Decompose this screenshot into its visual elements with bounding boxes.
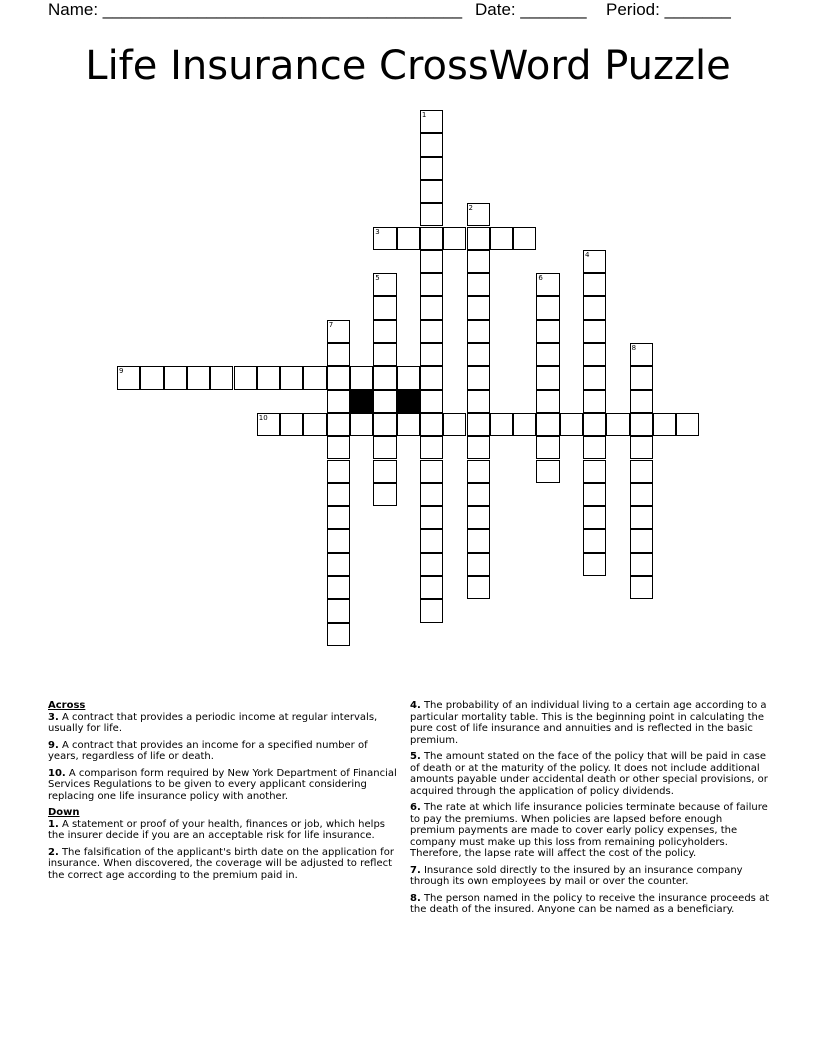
grid-cell[interactable] xyxy=(327,320,350,343)
grid-cell[interactable] xyxy=(420,599,443,622)
grid-cell[interactable] xyxy=(536,273,559,296)
grid-cell[interactable] xyxy=(560,413,583,436)
grid-cell[interactable] xyxy=(467,483,490,506)
grid-cell[interactable] xyxy=(420,436,443,459)
grid-cell[interactable] xyxy=(467,436,490,459)
clue-text: The amount stated on the face of the policy that will be paid in case of death or at the maturity of the policy. It does not include additional amounts payable under accidental death or other special provisions, or acquired through the application of policy dividends. xyxy=(410,751,768,797)
grid-cell[interactable] xyxy=(536,366,559,389)
grid-cell[interactable] xyxy=(164,366,187,389)
grid-cell[interactable] xyxy=(467,227,490,250)
grid-cell[interactable] xyxy=(420,273,443,296)
grid-cell[interactable] xyxy=(350,413,373,436)
grid-cell[interactable] xyxy=(630,553,653,576)
across-clue xyxy=(48,740,400,763)
grid-cell[interactable] xyxy=(420,180,443,203)
down-clue-list xyxy=(48,819,400,882)
clue-text: A contract that provides a periodic income at regular intervals, usually for life. xyxy=(48,711,378,734)
clues-right-column xyxy=(410,700,770,921)
clue-number: 10. xyxy=(48,767,66,779)
grid-cell[interactable] xyxy=(467,529,490,552)
clue-text: The person named in the policy to receive the insurance proceeds at the death of the insured. Anyone can be named as a beneficiary. xyxy=(410,892,770,915)
grid-cell[interactable] xyxy=(420,506,443,529)
grid-cell[interactable] xyxy=(467,390,490,413)
clue-number: 8. xyxy=(410,892,421,904)
clue-text: A contract that provides an income for a specified number of years, regardless of life or death. xyxy=(48,739,368,762)
grid-cell[interactable] xyxy=(467,203,490,226)
grid-cell[interactable] xyxy=(257,413,280,436)
grid-cell[interactable] xyxy=(327,460,350,483)
grid-cell[interactable] xyxy=(630,436,653,459)
grid-cell[interactable] xyxy=(373,460,396,483)
grid-cell[interactable] xyxy=(536,320,559,343)
down-clue xyxy=(410,802,770,860)
grid-cell[interactable] xyxy=(467,296,490,319)
grid-cell[interactable] xyxy=(420,553,443,576)
across-clue xyxy=(48,768,400,803)
grid-cell[interactable] xyxy=(443,227,466,250)
grid-cell[interactable] xyxy=(536,413,559,436)
clue-number: 7. xyxy=(410,864,421,876)
grid-cell[interactable] xyxy=(630,483,653,506)
grid-cell[interactable] xyxy=(397,227,420,250)
grid-cell[interactable] xyxy=(234,366,257,389)
grid-cell[interactable] xyxy=(583,483,606,506)
grid-cell[interactable] xyxy=(630,460,653,483)
grid-cell[interactable] xyxy=(327,436,350,459)
grid-cell[interactable] xyxy=(583,273,606,296)
grid-cell[interactable] xyxy=(373,227,396,250)
clue-number: 4. xyxy=(410,700,421,711)
grid-cell[interactable] xyxy=(583,320,606,343)
grid-cell[interactable] xyxy=(630,506,653,529)
grid-cell[interactable] xyxy=(420,343,443,366)
grid-cell[interactable] xyxy=(373,390,396,413)
grid-cell[interactable] xyxy=(583,413,606,436)
grid-cell[interactable] xyxy=(536,436,559,459)
grid-cell[interactable] xyxy=(490,413,513,436)
grid-cell[interactable] xyxy=(327,599,350,622)
grid-cell[interactable] xyxy=(583,343,606,366)
grid-cell[interactable] xyxy=(490,227,513,250)
grid-cell[interactable] xyxy=(420,157,443,180)
grid-cell[interactable] xyxy=(536,390,559,413)
grid-cell[interactable] xyxy=(583,529,606,552)
clue-number-label: 6 xyxy=(538,274,543,283)
grid-cell[interactable] xyxy=(327,506,350,529)
grid-cell[interactable] xyxy=(327,483,350,506)
grid-cell[interactable] xyxy=(583,390,606,413)
grid-cell[interactable] xyxy=(140,366,163,389)
down-clue xyxy=(48,847,400,882)
grid-cell[interactable] xyxy=(583,436,606,459)
grid-cell[interactable] xyxy=(397,413,420,436)
grid-cell[interactable] xyxy=(536,296,559,319)
grid-cell[interactable] xyxy=(467,273,490,296)
grid-cell[interactable] xyxy=(420,413,443,436)
down-clue xyxy=(410,893,770,916)
grid-cell[interactable] xyxy=(420,110,443,133)
grid-cell[interactable] xyxy=(630,343,653,366)
grid-cell[interactable] xyxy=(280,413,303,436)
grid-cell[interactable] xyxy=(420,576,443,599)
grid-cell[interactable] xyxy=(583,366,606,389)
grid-cell[interactable] xyxy=(420,227,443,250)
across-clue-list xyxy=(48,712,400,803)
grid-cell[interactable] xyxy=(467,343,490,366)
grid-cell[interactable] xyxy=(606,413,629,436)
grid-cell[interactable] xyxy=(420,366,443,389)
grid-cell[interactable] xyxy=(373,413,396,436)
grid-cell[interactable] xyxy=(467,413,490,436)
grid-cell[interactable] xyxy=(327,576,350,599)
grid-cell[interactable] xyxy=(373,366,396,389)
grid-cell[interactable] xyxy=(630,413,653,436)
clue-text: A comparison form required by New York Department of Financial Services Regulations to be given to every applicant considering replacing one life insurance policy with another. xyxy=(48,767,397,802)
clue-number-label: 2 xyxy=(468,204,473,213)
clue-number-label: 3 xyxy=(375,227,380,236)
grid-cell[interactable] xyxy=(653,413,676,436)
across-clue xyxy=(48,712,400,735)
grid-cell[interactable] xyxy=(536,343,559,366)
grid-cell[interactable] xyxy=(583,553,606,576)
period-field[interactable]: Period: _______ xyxy=(606,0,731,19)
grid-cell[interactable] xyxy=(420,529,443,552)
grid-cell[interactable] xyxy=(420,390,443,413)
grid-cell[interactable] xyxy=(327,366,350,389)
grid-cell[interactable] xyxy=(630,390,653,413)
grid-cell[interactable] xyxy=(630,366,653,389)
clue-number-label: 4 xyxy=(585,250,590,259)
grid-cell[interactable] xyxy=(467,576,490,599)
down-heading: Down xyxy=(48,807,80,818)
grid-cell[interactable] xyxy=(420,320,443,343)
grid-cell[interactable] xyxy=(373,273,396,296)
grid-cell[interactable] xyxy=(327,390,350,413)
clue-number: 3. xyxy=(48,711,59,723)
grid-cell[interactable] xyxy=(117,366,140,389)
grid-cell[interactable] xyxy=(420,133,443,156)
grid-cell[interactable] xyxy=(327,529,350,552)
grid-cell[interactable] xyxy=(327,553,350,576)
grid-cell[interactable] xyxy=(583,296,606,319)
clue-text: The rate at which life insurance policies terminate because of failure to pay the premiums. When policies are lapsed before enough premium payments are made to cover early policy expenses, the company must make up this loss from remaining policyholders. Therefore, the lapse rate will affect the cost of the policy. xyxy=(410,802,768,859)
page-title: Life Insurance CrossWord Puzzle xyxy=(85,43,731,89)
clue-number-label: 1 xyxy=(421,111,427,119)
clue-text: Insurance sold directly to the insured by an insurance company through its own employees by mail or over the counter. xyxy=(410,864,743,887)
grid-cell[interactable] xyxy=(467,460,490,483)
grid-cell[interactable] xyxy=(373,320,396,343)
grid-cell[interactable] xyxy=(420,203,443,226)
grid-cell[interactable] xyxy=(187,366,210,389)
down-clue xyxy=(410,751,770,797)
clue-text: The probability of an individual living to a certain age according to a particular mortality table. This is the beginning point in calculating the pure cost of life insurance and annuities and is reflected in the basic premium. xyxy=(410,700,767,746)
grid-cell[interactable] xyxy=(327,623,350,646)
grid-cell[interactable] xyxy=(467,506,490,529)
grid-cell[interactable] xyxy=(630,529,653,552)
date-field[interactable]: Date: _______ xyxy=(475,0,587,19)
grid-cell[interactable] xyxy=(536,460,559,483)
name-field[interactable]: Name: ______________________________________ xyxy=(48,0,463,19)
grid-cell[interactable] xyxy=(303,366,326,389)
down-clue xyxy=(410,700,770,746)
grid-cell[interactable] xyxy=(513,227,536,250)
clue-text: The falsification of the applicant's birth date on the application for insurance. When discovered, the coverage will be adjusted to reflect the correct age according to the premium paid in. xyxy=(48,846,394,881)
grid-cell[interactable] xyxy=(210,366,233,389)
across-heading: Across xyxy=(48,700,86,711)
grid-cell[interactable] xyxy=(583,250,606,273)
clue-number-label: 5 xyxy=(375,274,380,283)
clue-number: 1. xyxy=(48,818,59,830)
clue-number-label: 7 xyxy=(328,320,334,329)
grid-cell[interactable] xyxy=(630,576,653,599)
black-cell xyxy=(350,390,373,413)
grid-cell[interactable] xyxy=(467,366,490,389)
black-cell xyxy=(397,390,420,413)
clue-text: A statement or proof of your health, finances or job, which helps the insurer decide if you are an acceptable risk for life insurance. xyxy=(48,818,385,841)
grid-cell[interactable] xyxy=(467,320,490,343)
grid-cell[interactable] xyxy=(467,250,490,273)
clue-number-label: 8 xyxy=(631,344,637,352)
clue-number: 9. xyxy=(48,739,59,751)
grid-cell[interactable] xyxy=(676,413,699,436)
grid-cell[interactable] xyxy=(303,413,326,436)
grid-cell[interactable] xyxy=(583,460,606,483)
grid-cell[interactable] xyxy=(373,296,396,319)
grid-cell[interactable] xyxy=(420,460,443,483)
clue-number-label: 10 xyxy=(258,413,268,422)
clue-number: 5. xyxy=(410,751,421,762)
down-clue xyxy=(48,819,400,842)
grid-cell[interactable] xyxy=(327,343,350,366)
grid-cell[interactable] xyxy=(327,413,350,436)
clue-number: 2. xyxy=(48,846,59,858)
grid-cell[interactable] xyxy=(397,366,420,389)
grid-cell[interactable] xyxy=(583,506,606,529)
grid-cell[interactable] xyxy=(443,413,466,436)
clues-left-column xyxy=(48,700,400,886)
grid-cell[interactable] xyxy=(467,553,490,576)
grid-cell[interactable] xyxy=(373,343,396,366)
grid-cell[interactable] xyxy=(373,436,396,459)
clue-number-label: 9 xyxy=(119,367,124,376)
grid-cell[interactable] xyxy=(513,413,536,436)
grid-cell[interactable] xyxy=(280,366,303,389)
grid-cell[interactable] xyxy=(373,483,396,506)
grid-cell[interactable] xyxy=(350,366,373,389)
down-clue xyxy=(410,865,770,888)
grid-cell[interactable] xyxy=(420,483,443,506)
grid-cell[interactable] xyxy=(257,366,280,389)
clue-number: 6. xyxy=(410,802,421,813)
grid-cell[interactable] xyxy=(420,250,443,273)
grid-cell[interactable] xyxy=(420,296,443,319)
